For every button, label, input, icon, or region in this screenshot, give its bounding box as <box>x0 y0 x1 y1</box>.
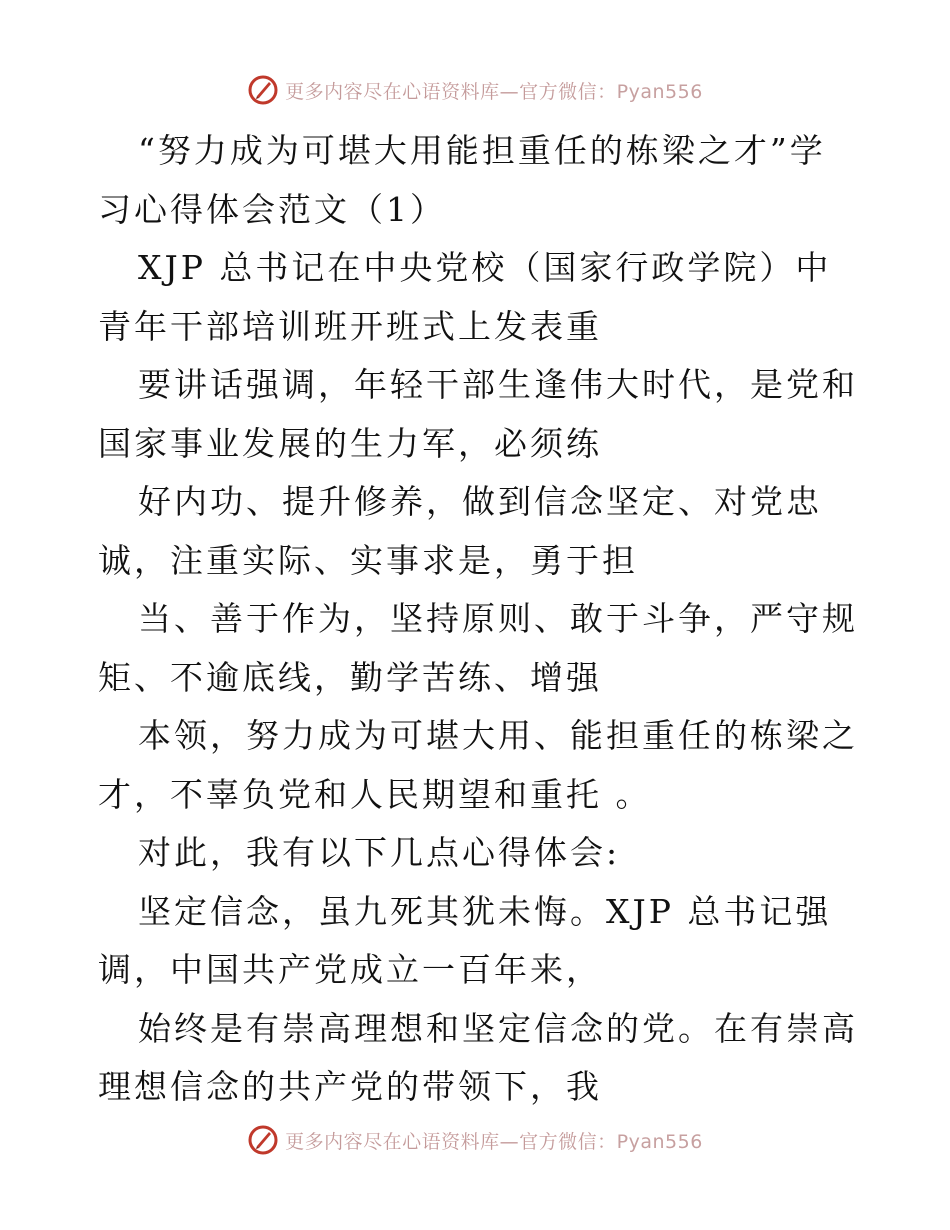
watermark-text: 更多内容尽在心语资料库—官方微信：Pyan556 <box>285 80 703 103</box>
quill-logo-icon <box>247 74 279 106</box>
wechat-id: Pyan556 <box>616 80 703 103</box>
paragraph: 要讲话强调，年轻干部生逢伟大时代，是党和国家事业发展的生力军，必须练 <box>98 365 858 463</box>
watermark-text: 更多内容尽在心语资料库—官方微信：Pyan556 <box>285 1130 703 1153</box>
paragraph: 始终是有崇高理想和坚定信念的党。在有崇高理想信念的共产党的带领下，我 <box>98 1008 858 1106</box>
wechat-id: Pyan556 <box>616 1130 703 1153</box>
paragraph: XJP 总书记在中央党校（国家行政学院）中青年干部培训班开班式上发表重 <box>98 248 832 346</box>
quill-logo-icon <box>247 1124 279 1156</box>
header-watermark <box>0 72 950 108</box>
footer-watermark <box>0 1122 950 1158</box>
paragraph: 坚定信念，虽九死其犹未悔。XJP 总书记强调，中国共产党成立一百年来， <box>98 891 832 989</box>
paragraph: 对此，我有以下几点心得体会: <box>138 833 621 872</box>
paragraph: 好内功、提升修养，做到信念坚定、对党忠诚，注重实际、实事求是，勇于担 <box>98 482 822 580</box>
paragraph: 本领，努力成为可堪大用、能担重任的栋梁之才，不辜负党和人民期望和重托 。 <box>98 716 858 814</box>
document-body <box>98 122 858 1117</box>
paragraph-title: “努力成为可堪大用能担重任的栋梁之才”学习心得体会范文（1） <box>98 131 826 229</box>
paragraph: 当、善于作为，坚持原则、敢于斗争，严守规矩、不逾底线，勤学苦练、增强 <box>98 599 858 697</box>
